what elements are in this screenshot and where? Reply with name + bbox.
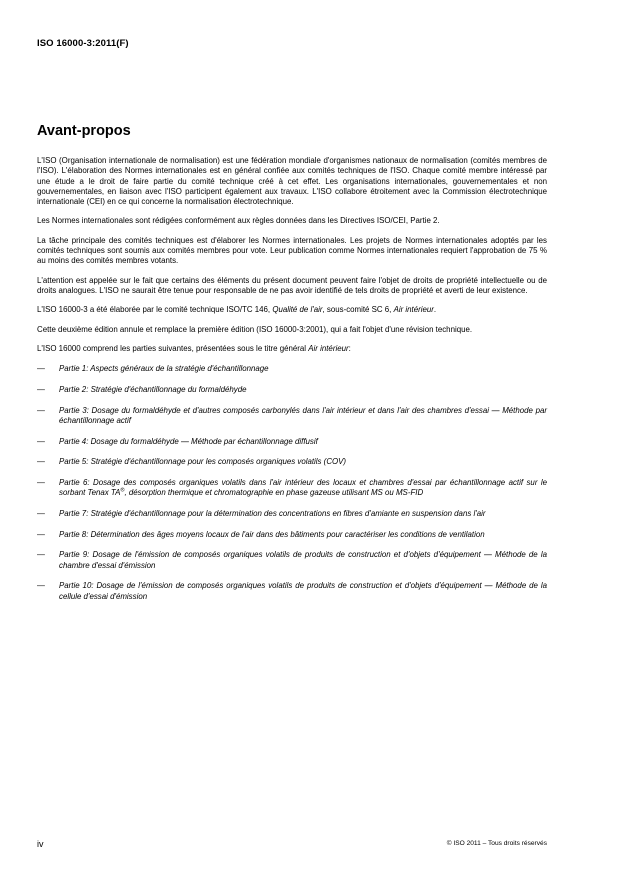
- paragraph-technical-committees: La tâche principale des comités techniques est d'élaborer les Normes internationales. Les projets de Normes internationales adoptés par les comités techniques sont soumis aux comités membres pour vote. Leur publication comme Normes internationales requiert l'approbation de 75 % au moins des comités membres votants.: [37, 235, 547, 266]
- prep-italic-air-quality: Qualité de l'air: [272, 305, 323, 315]
- list-item-part-9: [37, 550, 547, 571]
- paragraph-edition: Cette deuxième édition annule et remplace la première édition (ISO 16000-3:2001), qui a fait l'objet d'une révision technique.: [37, 324, 473, 334]
- list-item-text: Partie 4: Dosage du formaldéhyde — Méthode par échantillonnage diffusif: [59, 436, 318, 446]
- dash-bullet: —: [37, 550, 45, 560]
- copyright-notice: © ISO 2011 – Tous droits réservés: [446, 840, 547, 847]
- dash-bullet: —: [37, 457, 45, 467]
- list-item-part-2: [37, 385, 547, 395]
- list-item-text: Partie 1: Aspects généraux de la stratégie d'échantillonnage: [59, 364, 269, 374]
- document-id: ISO 16000-3:2011(F): [37, 38, 129, 49]
- dash-bullet: —: [37, 477, 45, 487]
- list-item-text: Partie 9: Dosage de l'émission de composés organiques volatils de produits de construction et d'objets d'équipement — Méthode de la chambre d'essai d'émission: [59, 550, 547, 570]
- list-item-part-10: [37, 581, 547, 602]
- prep-text-1: L'ISO 16000-3 a été élaborée par le comité technique ISO/TC 146,: [37, 305, 273, 315]
- part-6-text-a: Partie 6: Dosage des composés organiques volatils dans l'air intérieur des locaux et chambres d'essai par échantillonnage actif sur le sorbant Tenax TA: [59, 477, 547, 498]
- list-item-part-4: [37, 437, 547, 447]
- list-item-text: Partie 3: Dosage du formaldéhyde et d'autres composés carbonylés dans l'air intérieur et dans l'air des chambres d'essai — Méthode par échantillonnage actif: [59, 405, 547, 425]
- paragraph-parts-intro: [37, 344, 547, 354]
- dash-bullet: —: [37, 436, 45, 446]
- document-body: [37, 156, 547, 612]
- prep-text-3: .: [433, 305, 437, 315]
- paragraph-preparation: [37, 305, 547, 315]
- dash-bullet: —: [37, 405, 45, 415]
- dash-bullet: —: [37, 581, 45, 591]
- dash-bullet: —: [37, 384, 45, 394]
- prep-text-2: , sous-comité SC 6,: [322, 305, 394, 315]
- registered-mark: ®: [120, 487, 125, 494]
- list-item-text: Partie 2: Stratégie d'échantillonnage du formaldéhyde: [59, 384, 247, 394]
- paragraph-directives: Les Normes internationales sont rédigées conformément aux règles données dans les Directives ISO/CEI, Partie 2.: [37, 216, 440, 226]
- dash-bullet: —: [37, 529, 45, 539]
- parts-intro-after: :: [348, 343, 351, 353]
- dash-bullet: —: [37, 508, 45, 518]
- page-number: iv: [37, 839, 44, 849]
- parts-intro-text: L'ISO 16000 comprend les parties suivantes, présentées sous le titre général: [37, 343, 309, 353]
- list-item-part-7: [37, 509, 547, 519]
- list-item-text: Partie 5: Stratégie d'échantillonnage pour les composés organiques volatils (COV): [59, 457, 347, 467]
- list-item-part-6: [37, 478, 547, 499]
- list-item-part-5: [37, 457, 547, 467]
- list-item-text: Partie 8: Détermination des âges moyens locaux de l'air dans des bâtiments pour caractériser les conditions de ventilation: [59, 529, 485, 539]
- list-item-text: Partie 7: Stratégie d'échantillonnage pour la détermination des concentrations en fibres d'amiante en suspension dans l'air: [59, 508, 486, 518]
- parts-list: [37, 364, 547, 602]
- list-item-part-1: [37, 364, 547, 374]
- paragraph-iso-intro: L'ISO (Organisation internationale de normalisation) est une fédération mondiale d'organismes nationaux de normalisation (comités membres de l'ISO). L'élaboration des Normes internationales est en général confiée aux comités techniques de l'ISO. Chaque comité membre intéressé par une étude a le droit de faire partie du comité technique créé à cet effet. Les organisations internationales, gouvernementales et non gouvernementales, en liaison avec l'ISO participent également aux travaux. L'ISO collabore étroitement avec la Commission électrotechnique internationale (CEI) en ce qui concerne la normalisation électrotechnique.: [37, 156, 547, 207]
- list-item-text: [59, 478, 547, 497]
- parts-intro-italic: Air intérieur: [308, 343, 349, 353]
- page-title: Avant-propos: [37, 123, 131, 139]
- list-item-part-3: [37, 406, 547, 427]
- list-item-text: Partie 10: Dosage de l'émission de composés organiques volatils de produits de construction et d'objets d'équipement — Méthode de la cellule d'essai d'émission: [59, 581, 547, 601]
- paragraph-patent-rights: L'attention est appelée sur le fait que certains des éléments du présent document peuvent faire l'objet de droits de propriété intellectuelle ou de droits analogues. L'ISO ne saurait être tenue pour responsable de ne pas avoir identifié de tels droits de propriété et averti de leur existence.: [37, 275, 547, 295]
- dash-bullet: —: [37, 364, 45, 374]
- part-6-text-b: , désorption thermique et chromatographie en phase gazeuse utilisant MS ou MS-FID: [124, 488, 424, 498]
- prep-italic-indoor-air: Air intérieur: [393, 305, 434, 315]
- list-item-part-8: [37, 530, 547, 540]
